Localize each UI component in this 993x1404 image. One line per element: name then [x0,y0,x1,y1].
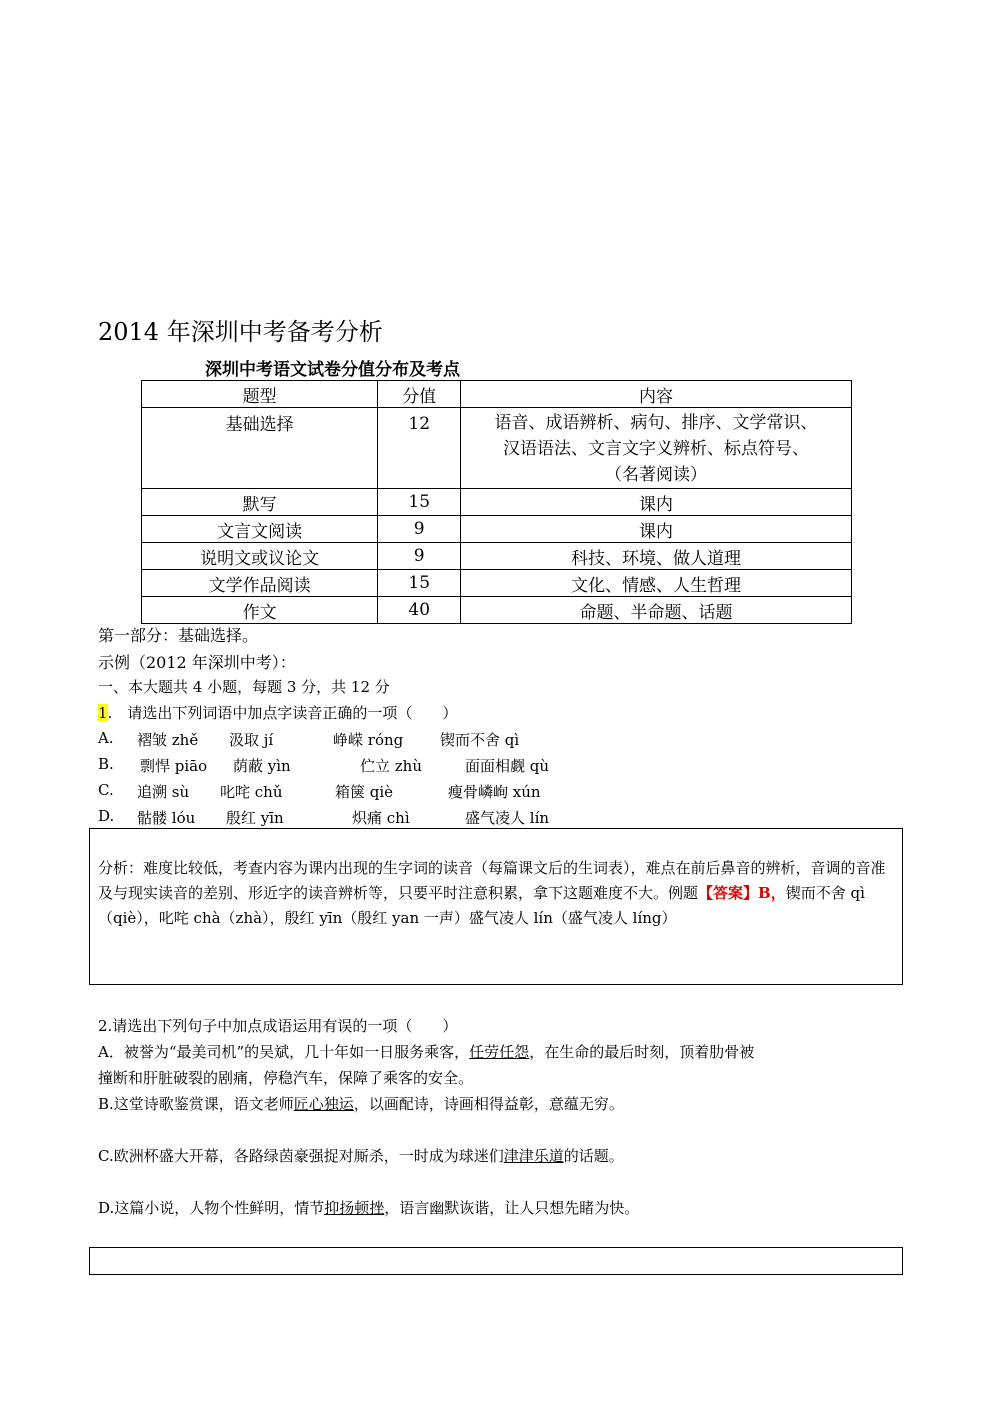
question-2-option-b: B.这堂诗歌鉴赏课，语文老师匠心独运，以画配诗，诗画相得益彰，意蕴无穷。 [98,1095,624,1113]
cell-type: 文言文阅读 [142,516,378,543]
cell-score: 9 [378,543,461,570]
idiom: 津津乐道 [503,1147,564,1165]
cell-content: 语音、成语辨析、病句、排序、文学常识、 汉语语法、文言文字义辨析、标点符号、 （名著阅读） [461,408,852,489]
example-source: 示例（2012 年深圳中考）： [98,653,296,672]
cell-score: 12 [378,408,461,489]
analysis-text: 分析：难度比较低，考查内容为课内出现的生字词的读音（每篇课文后的生词表），难点在前后鼻音的辨析，音调的音准及与现实读音的差别、形近字的读音辨析等，只要平时注意积累，拿下这题难度不大。例题【答案】B，锲而不舍 qì（qiè），叱咤 chà（zhà），殷红 yīn（殷红 yan 一声）盛气凌人 lín（盛气凌人 líng） [98,859,886,927]
cell-content: 科技、环境、做人道理 [461,543,852,570]
table-header-row [142,381,852,408]
question-2-option-a-cont: 撞断和肝脏破裂的剧痛，停稳汽车，保障了乘客的安全。 [98,1069,474,1087]
table-row [142,543,852,570]
cell-score: 9 [378,516,461,543]
table-row [142,489,852,516]
question-2-option-d: D.这篇小说，人物个性鲜明，情节抑扬顿挫，语言幽默诙谐，让人只想先睹为快。 [98,1199,640,1217]
header-score: 分值 [378,381,461,408]
question-1-stem: 1. 请选出下列词语中加点字读音正确的一项（ ） [98,704,458,722]
page-title: 2014 年深圳中考备考分析 [98,318,383,346]
question-number: 1 [98,704,108,722]
table-row [142,516,852,543]
question-2-stem: 2.请选出下列句子中加点成语运用有误的一项（ ） [98,1017,458,1035]
score-table [141,380,852,624]
answer-label: 【答案】B， [698,884,786,902]
table-row [142,597,852,624]
cell-content: 课内 [461,516,852,543]
idiom: 抑扬顿挫 [324,1199,385,1217]
cell-type: 作文 [142,597,378,624]
idiom: 匠心独运 [293,1095,354,1113]
part1-heading: 第一部分：基础选择。 [98,626,259,645]
table-title: 深圳中考语文试卷分值分布及考点 [205,360,460,380]
header-type: 题型 [142,381,378,408]
cell-content: 文化、情感、人生哲理 [461,570,852,597]
cell-score: 15 [378,489,461,516]
idiom: 任劳任怨 [469,1043,530,1061]
question-2-option-a: A．被誉为“最美司机”的吴斌，几十年如一日服务乘客，任劳任怨，在生命的最后时刻，顶着肋骨被 [98,1043,755,1061]
section-instruction: 一、本大题共 4 小题，每题 3 分，共 12 分 [98,678,390,696]
question-2-option-c: C.欧洲杯盛大开幕，各路绿茵豪强捉对厮杀，一时成为球迷们津津乐道的话题。 [98,1147,624,1165]
cell-type: 基础选择 [142,408,378,489]
cell-score: 15 [378,570,461,597]
cell-score: 40 [378,597,461,624]
cell-content: 命题、半命题、话题 [461,597,852,624]
cell-type: 说明文或议论文 [142,543,378,570]
cell-type: 默写 [142,489,378,516]
header-content: 内容 [461,381,852,408]
answer-box [89,1247,903,1275]
cell-type: 文学作品阅读 [142,570,378,597]
table-row [142,408,852,489]
table-row [142,570,852,597]
cell-content: 课内 [461,489,852,516]
